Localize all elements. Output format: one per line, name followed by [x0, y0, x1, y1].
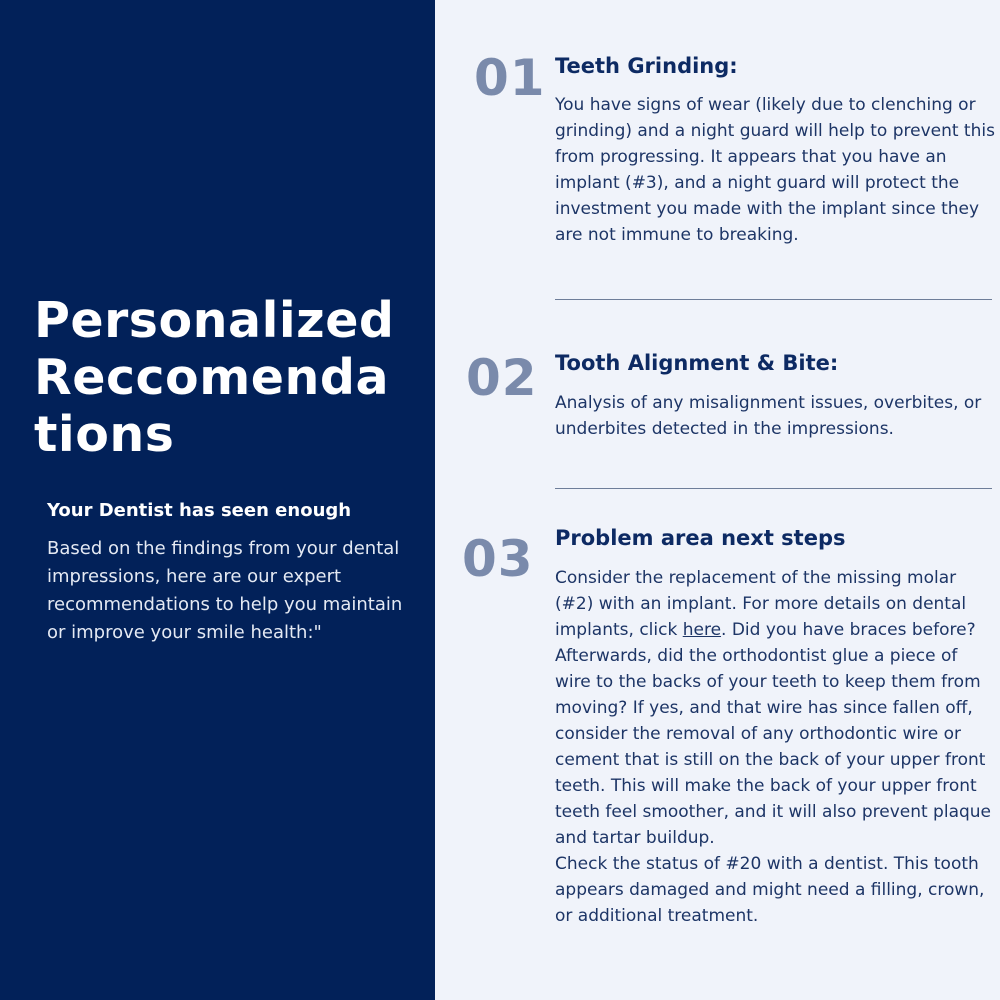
problem-area-text-before-link: Consider the replacement of the missing molar (#2) with an implant. For more details on dental implants, click — [555, 568, 967, 640]
section-number-02: 02 — [466, 349, 538, 407]
problem-area-paragraph-2: Check the status of #20 with a dentist. This tooth appears damaged and might need a filling, crown, or additional treatment. — [555, 854, 985, 926]
intro-text: Based on the findings from your dental impressions, here are our expert recommendations to help you maintain or improve your smile health:" — [47, 538, 403, 643]
section-title-teeth-grinding: Teeth Grinding: — [555, 54, 738, 78]
divider — [555, 299, 992, 300]
divider — [555, 488, 992, 489]
problem-area-text-after-link: . Did you have braces before? Afterwards, did the orthodontist glue a piece of wire to the backs of your teeth to keep them from moving? If yes, and that wire has since fallen off, consider the removal of any orthodontic wire or cement that is still on the back of your upper front teeth. This will make the back of your upper front teeth feel smoother, and it will also prevent plaque and tartar buildup. — [555, 620, 992, 848]
section-body-tooth-alignment: Analysis of any misalignment issues, overbites, or underbites detected in the impressions. — [555, 393, 982, 439]
title-line-1: Personalized — [34, 292, 395, 349]
here-link[interactable]: here — [682, 620, 722, 640]
section-title-tooth-alignment: Tooth Alignment & Bite: — [555, 351, 839, 375]
title-line-2: Reccomenda — [34, 349, 390, 406]
left-panel — [0, 0, 435, 1000]
problem-area-paragraph-1 — [555, 565, 995, 851]
section-number-01: 01 — [474, 49, 546, 107]
section-title-problem-area: Problem area next steps — [555, 526, 846, 550]
section-body-problem-area — [555, 565, 995, 929]
title-line-3: tions — [34, 406, 175, 463]
section-number-03: 03 — [462, 530, 534, 588]
page-title — [34, 292, 429, 463]
section-body-teeth-grinding: You have signs of wear (likely due to clenching or grinding) and a night guard will help to prevent this from progressing. It appears that you have an implant (#3), and a night guard will protect the investment you made with the implant since they are not immune to breaking. — [555, 95, 995, 245]
subtitle: Your Dentist has seen enough — [47, 500, 352, 521]
